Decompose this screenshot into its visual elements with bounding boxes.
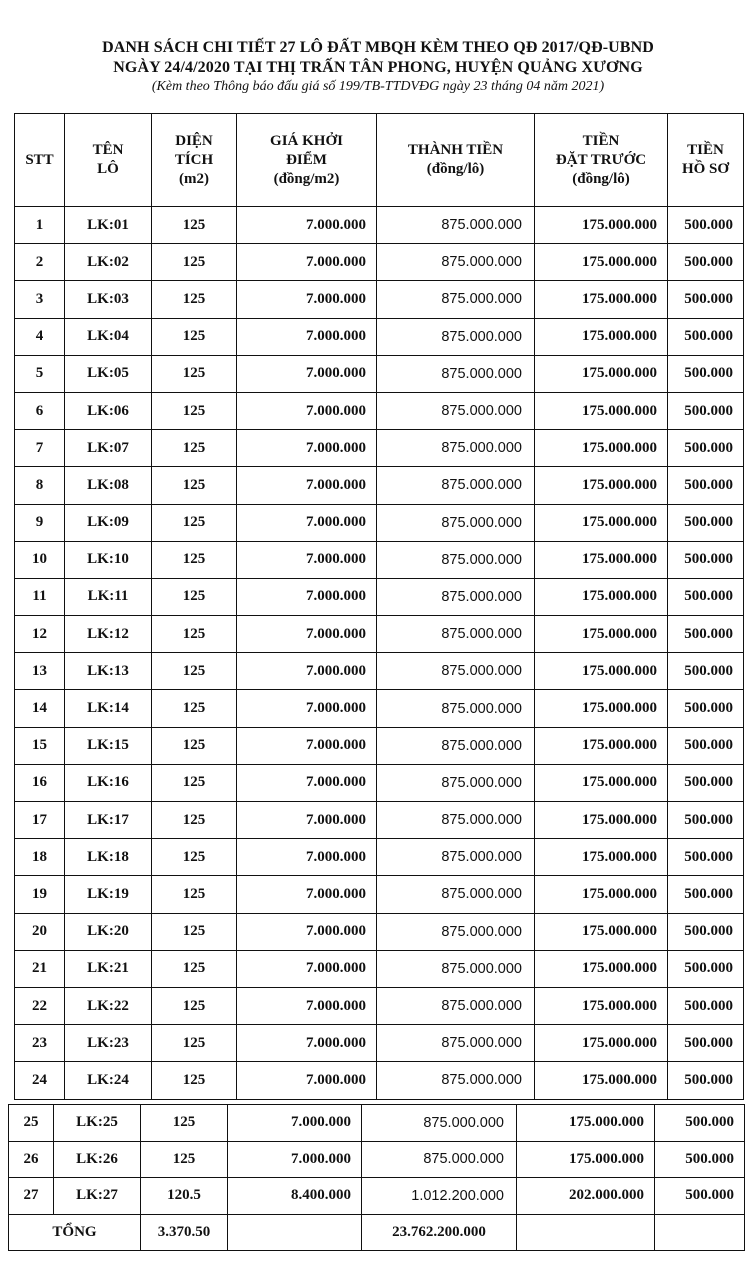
cell-gia-khoi-diem: 7.000.000 — [237, 1025, 377, 1062]
cell-stt: 17 — [15, 802, 65, 839]
cell-tien-ho-so: 500.000 — [655, 1105, 745, 1142]
cell-ten-lo: LK:05 — [65, 355, 152, 392]
total-tien-ho-so — [655, 1214, 745, 1251]
cell-ten-lo: LK:27 — [54, 1178, 141, 1215]
cell-gia-khoi-diem: 7.000.000 — [237, 616, 377, 653]
cell-thanh-tien: 875.000.000 — [377, 355, 535, 392]
table-row — [15, 616, 744, 653]
cell-tien-ho-so: 500.000 — [668, 839, 744, 876]
cell-stt: 3 — [15, 281, 65, 318]
cell-dien-tich: 125 — [152, 207, 237, 244]
cell-stt: 16 — [15, 764, 65, 801]
cell-tien-ho-so: 500.000 — [668, 727, 744, 764]
cell-thanh-tien: 875.000.000 — [377, 430, 535, 467]
cell-gia-khoi-diem: 7.000.000 — [237, 690, 377, 727]
cell-tien-ho-so: 500.000 — [668, 950, 744, 987]
cell-thanh-tien: 875.000.000 — [377, 727, 535, 764]
header-tien-dat-truoc: TIỀN ĐẶT TRƯỚC (đồng/lô) — [535, 114, 668, 207]
cell-tien-dat-truoc: 175.000.000 — [535, 1062, 668, 1099]
cell-ten-lo: LK:04 — [65, 318, 152, 355]
cell-tien-ho-so: 500.000 — [668, 913, 744, 950]
cell-tien-dat-truoc: 175.000.000 — [535, 839, 668, 876]
cell-thanh-tien: 875.000.000 — [377, 876, 535, 913]
cell-gia-khoi-diem: 7.000.000 — [237, 913, 377, 950]
cell-stt: 23 — [15, 1025, 65, 1062]
cell-tien-dat-truoc: 175.000.000 — [535, 244, 668, 281]
cell-stt: 25 — [9, 1105, 54, 1142]
cell-gia-khoi-diem: 7.000.000 — [237, 244, 377, 281]
table-row — [15, 504, 744, 541]
cell-dien-tich: 125 — [152, 839, 237, 876]
cell-tien-ho-so: 500.000 — [668, 355, 744, 392]
table-row — [9, 1178, 745, 1215]
cell-gia-khoi-diem: 7.000.000 — [237, 987, 377, 1024]
cell-stt: 19 — [15, 876, 65, 913]
cell-thanh-tien: 875.000.000 — [377, 318, 535, 355]
cell-tien-dat-truoc: 175.000.000 — [535, 653, 668, 690]
cell-ten-lo: LK:16 — [65, 764, 152, 801]
cell-thanh-tien: 875.000.000 — [377, 653, 535, 690]
total-gia-khoi-diem — [228, 1214, 362, 1251]
lots-table-continuation — [8, 1104, 745, 1251]
table-row — [15, 578, 744, 615]
cell-ten-lo: LK:11 — [65, 578, 152, 615]
cell-gia-khoi-diem: 7.000.000 — [237, 355, 377, 392]
cell-dien-tich: 125 — [141, 1141, 228, 1178]
cell-tien-ho-so: 500.000 — [668, 616, 744, 653]
cell-tien-dat-truoc: 175.000.000 — [535, 207, 668, 244]
table-row — [15, 541, 744, 578]
cell-tien-dat-truoc: 175.000.000 — [517, 1105, 655, 1142]
table-row — [15, 764, 744, 801]
header-dien-tich: DIỆN TÍCH (m2) — [152, 114, 237, 207]
table-row — [9, 1105, 745, 1142]
cell-stt: 13 — [15, 653, 65, 690]
cell-tien-ho-so: 500.000 — [668, 987, 744, 1024]
cell-ten-lo: LK:01 — [65, 207, 152, 244]
cell-tien-ho-so: 500.000 — [668, 244, 744, 281]
cell-tien-ho-so: 500.000 — [668, 578, 744, 615]
subtitle: (Kèm theo Thông báo đấu giá số 199/TB-TTDVĐG ngày 23 tháng 04 năm 2021) — [151, 79, 605, 94]
cell-tien-dat-truoc: 175.000.000 — [535, 950, 668, 987]
cell-stt: 1 — [15, 207, 65, 244]
cell-tien-dat-truoc: 175.000.000 — [535, 616, 668, 653]
cell-stt: 18 — [15, 839, 65, 876]
cell-tien-dat-truoc: 175.000.000 — [535, 504, 668, 541]
header-tien-ho-so: TIỀN HỒ SƠ — [668, 114, 744, 207]
cell-tien-ho-so: 500.000 — [668, 467, 744, 504]
cell-ten-lo: LK:10 — [65, 541, 152, 578]
cell-dien-tich: 125 — [152, 504, 237, 541]
cell-dien-tich: 125 — [152, 244, 237, 281]
table-row — [15, 244, 744, 281]
table-row — [15, 355, 744, 392]
cell-dien-tich: 125 — [152, 727, 237, 764]
cell-dien-tich: 125 — [152, 913, 237, 950]
cell-ten-lo: LK:24 — [65, 1062, 152, 1099]
cell-tien-ho-so: 500.000 — [668, 504, 744, 541]
cell-thanh-tien: 875.000.000 — [377, 392, 535, 429]
cell-tien-ho-so: 500.000 — [668, 281, 744, 318]
cell-gia-khoi-diem: 7.000.000 — [237, 802, 377, 839]
cell-thanh-tien: 875.000.000 — [377, 764, 535, 801]
cell-tien-ho-so: 500.000 — [668, 207, 744, 244]
cell-ten-lo: LK:07 — [65, 430, 152, 467]
cell-tien-dat-truoc: 175.000.000 — [535, 876, 668, 913]
cell-gia-khoi-diem: 7.000.000 — [228, 1105, 362, 1142]
cell-tien-dat-truoc: 175.000.000 — [535, 578, 668, 615]
cell-dien-tich: 125 — [152, 950, 237, 987]
cell-tien-dat-truoc: 175.000.000 — [535, 281, 668, 318]
document-header — [0, 38, 756, 96]
cell-stt: 2 — [15, 244, 65, 281]
cell-stt: 14 — [15, 690, 65, 727]
cell-dien-tich: 125 — [152, 281, 237, 318]
cell-tien-ho-so: 500.000 — [668, 541, 744, 578]
cell-ten-lo: LK:26 — [54, 1141, 141, 1178]
cell-thanh-tien: 875.000.000 — [377, 578, 535, 615]
cell-gia-khoi-diem: 7.000.000 — [228, 1141, 362, 1178]
table-row — [15, 876, 744, 913]
cell-gia-khoi-diem: 7.000.000 — [237, 653, 377, 690]
table-header-row — [15, 114, 744, 207]
table-row — [15, 318, 744, 355]
cell-dien-tich: 125 — [152, 802, 237, 839]
table-row — [15, 1025, 744, 1062]
cell-stt: 26 — [9, 1141, 54, 1178]
cell-gia-khoi-diem: 7.000.000 — [237, 764, 377, 801]
table-row — [15, 1062, 744, 1099]
table-row — [15, 430, 744, 467]
table-row — [15, 950, 744, 987]
cell-tien-ho-so: 500.000 — [668, 318, 744, 355]
cell-tien-dat-truoc: 202.000.000 — [517, 1178, 655, 1215]
cell-thanh-tien: 875.000.000 — [377, 207, 535, 244]
cell-dien-tich: 125 — [152, 616, 237, 653]
table-row — [15, 987, 744, 1024]
cell-stt: 21 — [15, 950, 65, 987]
cell-ten-lo: LK:20 — [65, 913, 152, 950]
cell-tien-ho-so: 500.000 — [668, 1062, 744, 1099]
cell-gia-khoi-diem: 7.000.000 — [237, 430, 377, 467]
cell-ten-lo: LK:15 — [65, 727, 152, 764]
cell-thanh-tien: 875.000.000 — [377, 244, 535, 281]
cell-dien-tich: 125 — [141, 1105, 228, 1142]
total-label: TỔNG — [9, 1214, 141, 1251]
cell-ten-lo: LK:17 — [65, 802, 152, 839]
table-row — [15, 913, 744, 950]
cell-tien-ho-so: 500.000 — [668, 1025, 744, 1062]
cell-dien-tich: 125 — [152, 764, 237, 801]
cell-thanh-tien: 875.000.000 — [377, 467, 535, 504]
cell-gia-khoi-diem: 7.000.000 — [237, 318, 377, 355]
cell-dien-tich: 125 — [152, 876, 237, 913]
table-row — [15, 690, 744, 727]
cell-tien-dat-truoc: 175.000.000 — [535, 690, 668, 727]
cell-ten-lo: LK:21 — [65, 950, 152, 987]
cell-stt: 5 — [15, 355, 65, 392]
cell-dien-tich: 125 — [152, 1062, 237, 1099]
cell-thanh-tien: 875.000.000 — [377, 950, 535, 987]
total-dien-tich: 3.370.50 — [141, 1214, 228, 1251]
cell-gia-khoi-diem: 7.000.000 — [237, 1062, 377, 1099]
cell-dien-tich: 125 — [152, 1025, 237, 1062]
title-line-1: DANH SÁCH CHI TIẾT 27 LÔ ĐẤT MBQH KÈM THEO QĐ 2017/QĐ-UBND — [102, 39, 654, 56]
cell-ten-lo: LK:13 — [65, 653, 152, 690]
cell-tien-dat-truoc: 175.000.000 — [535, 318, 668, 355]
cell-gia-khoi-diem: 7.000.000 — [237, 392, 377, 429]
cell-gia-khoi-diem: 7.000.000 — [237, 727, 377, 764]
cell-ten-lo: LK:22 — [65, 987, 152, 1024]
title-line-2: NGÀY 24/4/2020 TẠI THỊ TRẤN TÂN PHONG, HUYỆN QUẢNG XƯƠNG — [113, 59, 643, 76]
table-row — [15, 207, 744, 244]
cell-tien-dat-truoc: 175.000.000 — [535, 802, 668, 839]
cell-tien-dat-truoc: 175.000.000 — [535, 467, 668, 504]
cell-thanh-tien: 875.000.000 — [362, 1141, 517, 1178]
lots-table — [14, 113, 744, 1100]
table-row — [15, 653, 744, 690]
total-row — [9, 1214, 745, 1251]
cell-gia-khoi-diem: 7.000.000 — [237, 504, 377, 541]
table-row — [15, 839, 744, 876]
table-row — [15, 281, 744, 318]
cell-tien-ho-so: 500.000 — [655, 1141, 745, 1178]
cell-stt: 10 — [15, 541, 65, 578]
header-ten-lo: TÊN LÔ — [65, 114, 152, 207]
cell-dien-tich: 125 — [152, 355, 237, 392]
header-thanh-tien: THÀNH TIỀN (đồng/lô) — [377, 114, 535, 207]
cell-tien-dat-truoc: 175.000.000 — [535, 430, 668, 467]
cell-dien-tich: 125 — [152, 467, 237, 504]
cell-ten-lo: LK:06 — [65, 392, 152, 429]
cell-stt: 24 — [15, 1062, 65, 1099]
cell-tien-ho-so: 500.000 — [668, 430, 744, 467]
cell-ten-lo: LK:25 — [54, 1105, 141, 1142]
cell-stt: 8 — [15, 467, 65, 504]
cell-gia-khoi-diem: 7.000.000 — [237, 467, 377, 504]
cell-tien-ho-so: 500.000 — [668, 764, 744, 801]
cell-thanh-tien: 875.000.000 — [377, 504, 535, 541]
cell-thanh-tien: 875.000.000 — [377, 987, 535, 1024]
cell-tien-dat-truoc: 175.000.000 — [535, 1025, 668, 1062]
cell-thanh-tien: 875.000.000 — [377, 541, 535, 578]
cell-gia-khoi-diem: 7.000.000 — [237, 207, 377, 244]
cell-ten-lo: LK:03 — [65, 281, 152, 318]
cell-gia-khoi-diem: 7.000.000 — [237, 950, 377, 987]
cell-stt: 15 — [15, 727, 65, 764]
cell-dien-tich: 125 — [152, 987, 237, 1024]
cell-ten-lo: LK:14 — [65, 690, 152, 727]
cell-tien-ho-so: 500.000 — [668, 876, 744, 913]
cell-tien-dat-truoc: 175.000.000 — [535, 987, 668, 1024]
header-gia-khoi-diem: GIÁ KHỞI ĐIỂM (đồng/m2) — [237, 114, 377, 207]
cell-dien-tich: 120.5 — [141, 1178, 228, 1215]
cell-dien-tich: 125 — [152, 690, 237, 727]
cell-tien-ho-so: 500.000 — [668, 802, 744, 839]
cell-dien-tich: 125 — [152, 653, 237, 690]
cell-tien-dat-truoc: 175.000.000 — [517, 1141, 655, 1178]
cell-thanh-tien: 875.000.000 — [377, 1062, 535, 1099]
total-tien-dat-truoc — [517, 1214, 655, 1251]
cell-thanh-tien: 875.000.000 — [377, 281, 535, 318]
cell-thanh-tien: 875.000.000 — [377, 913, 535, 950]
cell-gia-khoi-diem: 7.000.000 — [237, 839, 377, 876]
cell-ten-lo: LK:12 — [65, 616, 152, 653]
cell-tien-ho-so: 500.000 — [655, 1178, 745, 1215]
cell-thanh-tien: 875.000.000 — [362, 1105, 517, 1142]
table-row — [15, 392, 744, 429]
cell-thanh-tien: 875.000.000 — [377, 802, 535, 839]
cell-gia-khoi-diem: 7.000.000 — [237, 281, 377, 318]
cell-tien-ho-so: 500.000 — [668, 690, 744, 727]
header-stt: STT — [15, 114, 65, 207]
cell-ten-lo: LK:23 — [65, 1025, 152, 1062]
table-row — [15, 802, 744, 839]
cell-stt: 6 — [15, 392, 65, 429]
cell-thanh-tien: 875.000.000 — [377, 1025, 535, 1062]
cell-gia-khoi-diem: 7.000.000 — [237, 541, 377, 578]
cell-tien-dat-truoc: 175.000.000 — [535, 764, 668, 801]
cell-tien-dat-truoc: 175.000.000 — [535, 727, 668, 764]
cell-stt: 11 — [15, 578, 65, 615]
cell-stt: 27 — [9, 1178, 54, 1215]
cell-tien-ho-so: 500.000 — [668, 653, 744, 690]
table-row — [15, 467, 744, 504]
cell-stt: 12 — [15, 616, 65, 653]
cell-gia-khoi-diem: 7.000.000 — [237, 578, 377, 615]
cell-gia-khoi-diem: 7.000.000 — [237, 876, 377, 913]
cell-dien-tich: 125 — [152, 578, 237, 615]
cell-tien-dat-truoc: 175.000.000 — [535, 392, 668, 429]
total-thanh-tien: 23.762.200.000 — [362, 1214, 517, 1251]
cell-ten-lo: LK:09 — [65, 504, 152, 541]
cell-ten-lo: LK:18 — [65, 839, 152, 876]
cell-stt: 7 — [15, 430, 65, 467]
cell-dien-tich: 125 — [152, 392, 237, 429]
table-row — [9, 1141, 745, 1178]
cell-tien-ho-so: 500.000 — [668, 392, 744, 429]
cell-thanh-tien: 875.000.000 — [377, 616, 535, 653]
table-row — [15, 727, 744, 764]
cell-thanh-tien: 875.000.000 — [377, 690, 535, 727]
cell-stt: 9 — [15, 504, 65, 541]
cell-dien-tich: 125 — [152, 318, 237, 355]
cell-ten-lo: LK:19 — [65, 876, 152, 913]
cell-stt: 22 — [15, 987, 65, 1024]
cell-tien-dat-truoc: 175.000.000 — [535, 541, 668, 578]
cell-thanh-tien: 1.012.200.000 — [362, 1178, 517, 1215]
cell-ten-lo: LK:02 — [65, 244, 152, 281]
cell-tien-dat-truoc: 175.000.000 — [535, 913, 668, 950]
cell-tien-dat-truoc: 175.000.000 — [535, 355, 668, 392]
cell-thanh-tien: 875.000.000 — [377, 839, 535, 876]
cell-stt: 20 — [15, 913, 65, 950]
cell-dien-tich: 125 — [152, 430, 237, 467]
cell-gia-khoi-diem: 8.400.000 — [228, 1178, 362, 1215]
cell-ten-lo: LK:08 — [65, 467, 152, 504]
cell-dien-tich: 125 — [152, 541, 237, 578]
cell-stt: 4 — [15, 318, 65, 355]
